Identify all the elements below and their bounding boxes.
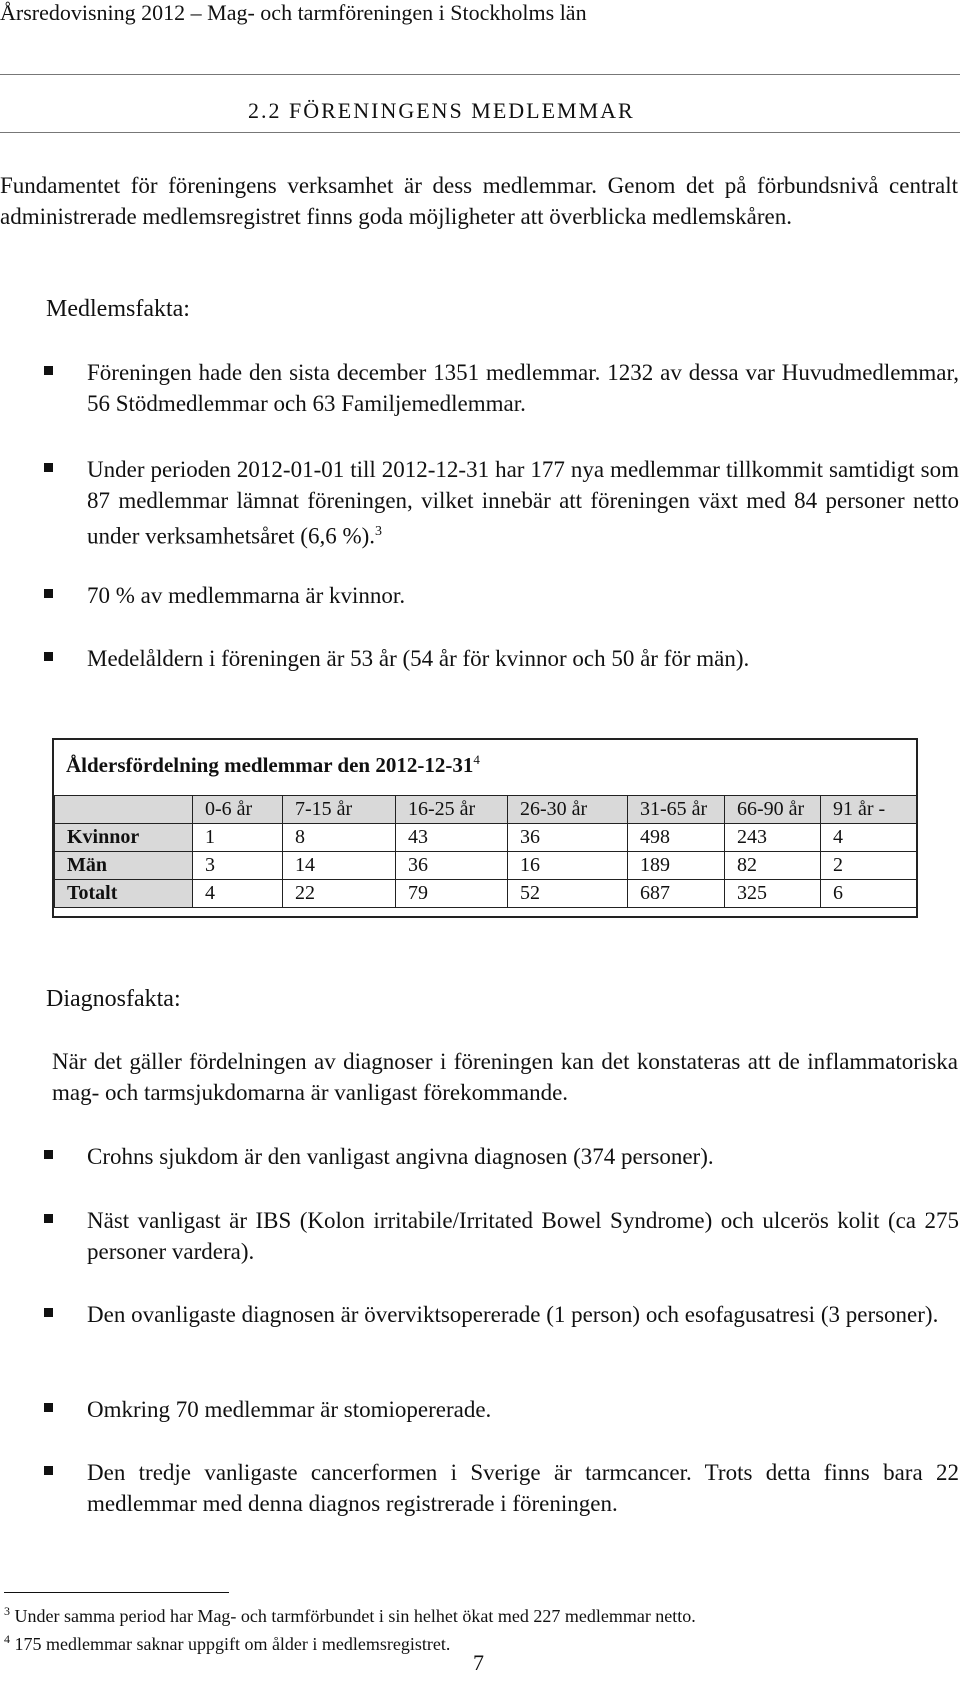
bullet-marker [44,366,53,375]
footnote-text: Under samma period har Mag- och tarmförbundet i sin helhet ökat med 227 medlemmar netto. [14,1606,696,1626]
footnote-3 [4,1604,696,1627]
col-header: 7-15 år [283,796,396,824]
member-fact-3: 70 % av medlemmarna är kvinnor. [87,583,406,608]
member-facts-heading: Medlemsfakta: [46,296,190,322]
table-cell: 22 [283,880,396,908]
bullet-marker [44,1214,53,1223]
diagnosis-facts-heading: Diagnosfakta: [46,986,181,1012]
diagnosis-intro: När det gäller fördelningen av diagnoser i föreningen kan det konstateras att de inflammatoriska mag- och tarmsjukdomarna är vanligast förekommande. [52,1049,958,1105]
table-cell: 4 [193,880,283,908]
footnote-ref-4: 4 [473,752,480,767]
member-fact-1: Föreningen hade den sista december 1351 medlemmar. 1232 av dessa var Huvudmedlemmar, 56 Stödmedlemmar och 63 Familjemedlemmar. [87,360,959,416]
age-table-title-text: Åldersfördelning medlemmar den 2012-12-31 [66,753,474,777]
diagnosis-fact-3: Den ovanligaste diagnosen är överviktsopererade (1 person) och esofagusatresi (3 personer). [87,1302,939,1327]
age-table-header-row [55,796,917,824]
col-header: 66-90 år [725,796,821,824]
table-cell: 243 [725,824,821,852]
page-number: 7 [473,1650,484,1675]
age-table [54,795,917,908]
table-cell: 325 [725,880,821,908]
row-label: Totalt [55,880,193,908]
header-corner [55,796,193,824]
table-cell: 16 [508,852,628,880]
bullet-marker [44,1150,53,1159]
footnote-text: 175 medlemmar saknar uppgift om ålder i medlemsregistret. [14,1634,451,1654]
bullet-marker [44,463,53,472]
table-cell: 6 [821,880,917,908]
header-divider [0,74,960,75]
table-cell: 3 [193,852,283,880]
footnote-number: 4 [4,1632,10,1646]
table-cell: 2 [821,852,917,880]
footnote-ref-3: 3 [375,524,383,539]
bullet-marker [44,1308,53,1317]
table-cell: 36 [508,824,628,852]
section-divider [0,132,960,133]
footnote-divider [4,1592,229,1593]
bullet-marker [44,652,53,661]
table-cell: 52 [508,880,628,908]
table-cell: 43 [396,824,508,852]
member-fact-2-text: Under perioden 2012-01-01 till 2012-12-31 har 177 nya medlemmar tillkommit samtidigt som 87 medlemmar lämnat föreningen, vilket innebär att föreningen växt med 84 personer netto under verksamhetsåret (6,6 %). [87,457,959,549]
table-cell: 687 [628,880,725,908]
table-row [55,852,917,880]
bullet-marker [44,1403,53,1412]
table-cell: 8 [283,824,396,852]
table-cell: 4 [821,824,917,852]
col-header: 91 år - [821,796,917,824]
age-table-title [66,752,480,778]
table-cell: 79 [396,880,508,908]
member-fact-2 [87,454,959,552]
col-header: 26-30 år [508,796,628,824]
footnote-number: 3 [4,1604,10,1618]
diagnosis-fact-4: Omkring 70 medlemmar är stomiopererade. [87,1397,492,1422]
diagnosis-fact-5: Den tredje vanligaste cancerformen i Sverige är tarmcancer. Trots detta finns bara 22 medlemmar med denna diagnos registrerade i föreningen. [87,1460,959,1516]
table-cell: 189 [628,852,725,880]
col-header: 16-25 år [396,796,508,824]
col-header: 31-65 år [628,796,725,824]
table-row [55,880,917,908]
member-fact-4: Medelåldern i föreningen är 53 år (54 år för kvinnor och 50 år för män). [87,646,750,671]
intro-paragraph: Fundamentet för föreningens verksamhet är dess medlemmar. Genom det på förbundsnivå centralt administrerade medlemsregistret finns goda möjligheter att överblicka medlemskåren. [0,173,958,229]
running-header: Årsredovisning 2012 – Mag- och tarmföreningen i Stockholms län [0,0,587,25]
table-cell: 36 [396,852,508,880]
bullet-marker [44,1466,53,1475]
diagnosis-fact-2: Näst vanligast är IBS (Kolon irritabile/Irritated Bowel Syndrome) och ulcerös kolit (ca 275 personer vardera). [87,1208,959,1264]
table-cell: 82 [725,852,821,880]
table-row [55,824,917,852]
row-label: Män [55,852,193,880]
table-cell: 1 [193,824,283,852]
diagnosis-fact-1: Crohns sjukdom är den vanligast angivna diagnosen (374 personer). [87,1144,714,1169]
table-cell: 498 [628,824,725,852]
col-header: 0-6 år [193,796,283,824]
footnote-4 [4,1632,450,1655]
section-title: 2.2 FÖRENINGENS MEDLEMMAR [248,98,635,123]
table-cell: 14 [283,852,396,880]
row-label: Kvinnor [55,824,193,852]
bullet-marker [44,589,53,598]
